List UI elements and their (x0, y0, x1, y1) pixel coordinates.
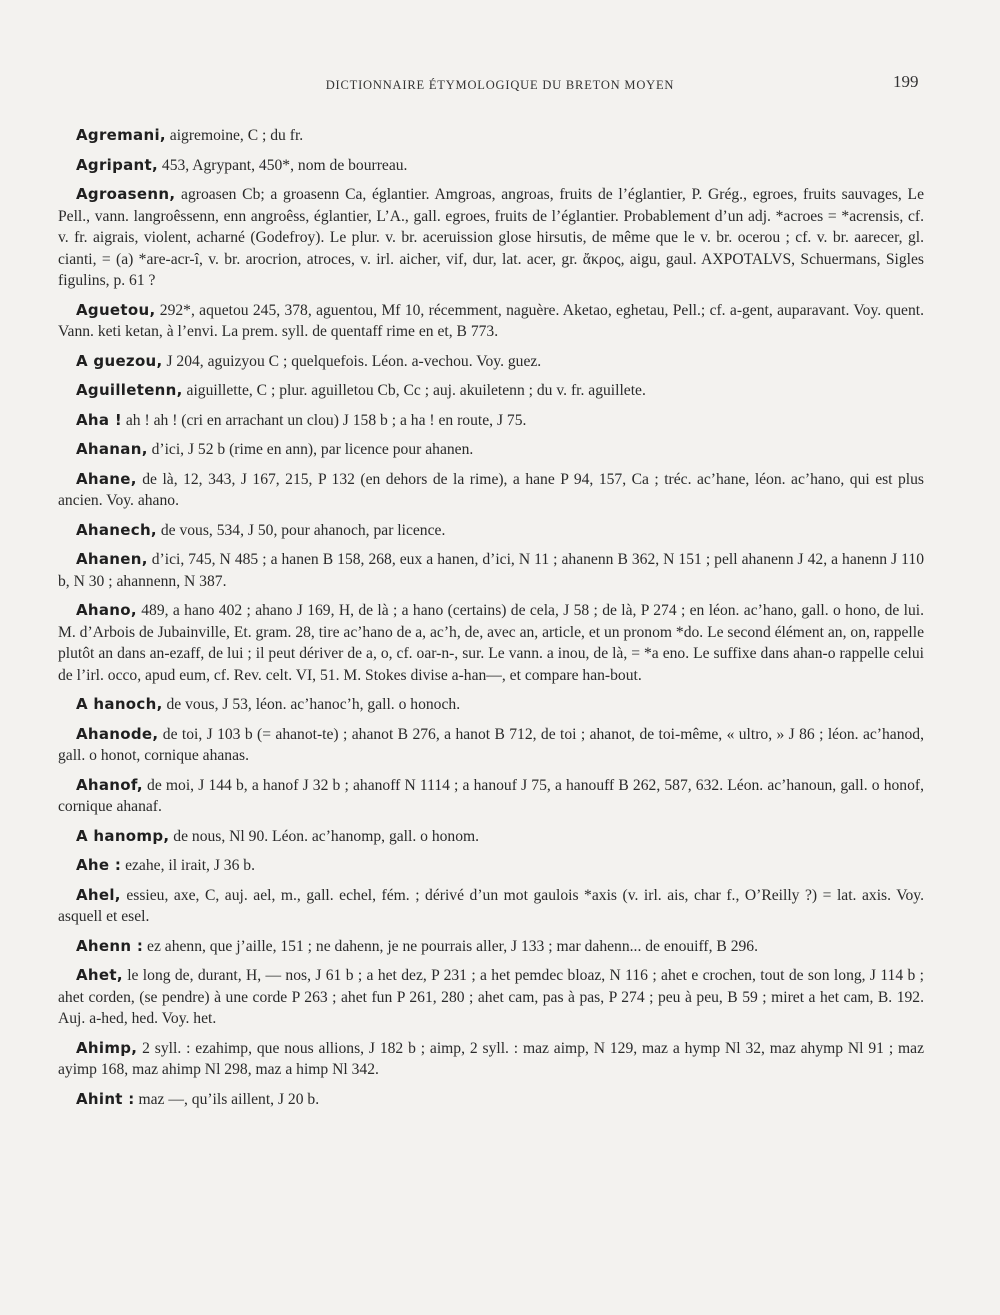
entry-headword: Ahanan, (76, 440, 148, 458)
dictionary-entry (58, 724, 924, 767)
dictionary-entry (58, 300, 924, 343)
entry-headword: Aguetou, (76, 300, 156, 319)
dictionary-entry (58, 855, 924, 877)
entry-headword: Ahanode, (76, 724, 159, 743)
dictionary-entry (58, 885, 924, 928)
entry-text: de moi, J 144 b, a hanof J 32 b ; ahanoff N 1114 ; a hanouf J 75, a hanouff B 262, 587, 632. Léon. ac’hanoun, gall. o honof, cornique ahanaf. (58, 776, 924, 815)
entry-text: essieu, axe, C, auj. ael, m., gall. echel, fém. ; dérivé d’un mot gaulois *axis (v. irl. ais, char f., O’Reilly ?) = lat. axis. Voy. asquell et esel. (58, 886, 924, 925)
dictionary-entry (58, 694, 924, 716)
dictionary-entry (58, 1038, 924, 1081)
entry-headword: Ahimp, (76, 1038, 138, 1057)
entry-headword: Ahanof, (76, 775, 143, 794)
entry-text: 489, a hano 402 ; ahano J 169, H, de là ; a hano (certains) de cela, J 58 ; de là, P 274 ; en léon. ac’hano, gall. o hono, de lui. M. d’Arbois de Jubainville, Et. gram. 28, tire ac’hano de a, ac’h, de, avec an, article, et un pronom *do. Le second élément an, on, rappelle plutôt an dans an-ezaff, de lui ; il peut dériver de a, o, cf. oar-n-, sur. Le vann. a inou, de là, = *a eno. Le suffixe dans ahan-o rappelle celui de l’irl. occo, apud eum, cf. Rev. celt. VI, 51. M. Stokes divise a-han—, et compare han-bout. (58, 602, 925, 684)
entry-text: de vous, J 53, léon. ac’hanoc’h, gall. o honoch. (162, 696, 461, 713)
entry-text: J 204, aguizyou C ; quelquefois. Léon. a-vechou. Voy. guez. (162, 352, 542, 370)
entry-text: aiguillette, C ; plur. aguilletou Cb, Cc ; auj. akuiletenn ; du v. fr. aguillete. (182, 382, 646, 399)
entry-headword: Ahe : (76, 856, 122, 874)
entry-text: de nous, Nl 90. Léon. ac’hanomp, gall. o honom. (169, 827, 480, 845)
page-number: 199 (893, 72, 919, 91)
dictionary-entry (58, 520, 924, 542)
entry-headword: Agremani, (76, 126, 166, 144)
dictionary-entry (58, 439, 924, 461)
entry-text: maz —, qu’ils aillent, J 20 b. (134, 1090, 320, 1108)
entry-text: agroasen Cb; a groasenn Ca, églantier. Amgroas, angroas, fruits de l’églantier, P. Grég., egroes, fruits sauvages, Le Pell., vann. langroêssenn, enn angroêss, églantier, L’A., gall. egroes, fruits de l’églantier. Probablement d’un adj. *acroes = *acrensis, cf. v. fr. aigrais, violent, acharné (Godefroy). Le plur. v. br. aceruission glose hirsutis, de même que le v. br. ocerou ; cf. v. br. aarecer, gl. cianti, = (a) *are-acr-î, v. br. arocrion, atroces, v. irl. aicher, vif, dur, lat. acer, gr. ἄκρος, aigu, gaul. AXPOTALVS, Schuermans, Sigles figulins, p. 61 ? (58, 186, 924, 289)
entry-headword: Ahanech, (76, 520, 157, 539)
entry-headword: Ahane, (76, 469, 137, 488)
entry-headword: Ahint : (76, 1089, 135, 1108)
entry-headword: Agripant, (76, 155, 158, 174)
entry-headword: A hanomp, (76, 826, 170, 845)
entry-text: d’ici, 745, N 485 ; a hanen B 158, 268, eux a hanen, d’ici, N 11 ; ahanenn B 362, N 151 ; pell ahanenn J 42, a hanenn J 110 b, N 30 ; ahannenn, N 387. (58, 551, 924, 590)
dictionary-entry (58, 184, 924, 292)
dictionary-entry (58, 775, 924, 818)
dictionary-entry (58, 600, 924, 686)
dictionary-entry (58, 410, 924, 432)
entry-text: le long de, durant, H, — nos, J 61 b ; a het dez, P 231 ; a het pemdec bloaz, N 116 ; ahet e crochen, tout de son long, J 114 b ; ahet corden, (se pendre) à une corde P 263 ; ahet fun P 261, 280 ; ahet cam, pas à pas, P 274 ; peu à peu, B 59 ; miret a het cam, B. 192. Auj. a-hed, hed. Voy. het. (58, 967, 924, 1027)
entry-text: de là, 12, 343, J 167, 215, P 132 (en dehors de la rime), a hane P 94, 157, Ca ; tréc. ac’hane, léon. ac’hano, qui est plus ancien. Voy. ahano. (58, 470, 924, 509)
entry-headword: Ahenn : (76, 936, 144, 955)
entry-text: de toi, J 103 b (= ahanot-te) ; ahanot B 276, a hanot B 712, de toi ; ahanot, de toi-même, « ultro, » J 86 ; léon. ac’hanod, gall. o honot, cornique ahanas. (58, 725, 924, 764)
dictionary-entry (58, 125, 924, 147)
entry-headword: Ahanen, (76, 550, 148, 568)
dictionary-entry (58, 155, 924, 177)
running-title: DICTIONNAIRE ÉTYMOLOGIQUE DU BRETON MOYEN (325, 78, 675, 92)
entry-headword: A hanoch, (76, 695, 163, 713)
dictionary-entry (58, 469, 924, 512)
dictionary-entry (58, 1089, 924, 1111)
entry-headword: Ahet, (76, 966, 123, 984)
dictionary-entry (58, 936, 924, 958)
entry-headword: Ahano, (76, 601, 137, 619)
dictionary-entry (58, 351, 924, 373)
entry-text: 453, Agrypant, 450*, nom de bourreau. (158, 156, 408, 174)
entry-headword: A guezou, (76, 351, 163, 370)
dictionary-entry (58, 965, 924, 1030)
dictionary-entry (58, 380, 924, 402)
entry-text: aigremoine, C ; du fr. (165, 127, 304, 144)
entry-headword: Ahel, (76, 885, 121, 904)
entry-text: 2 syll. : ezahimp, que nous allions, J 182 b ; aimp, 2 syll. : maz aimp, N 129, maz a hymp Nl 32, maz ahymp Nl 91 ; maz ayimp 168, maz ahimp Nl 298, maz a himp Nl 342. (58, 1039, 924, 1078)
entry-text: ah ! ah ! (cri en arrachant un clou) J 158 b ; a ha ! en route, J 75. (121, 411, 527, 429)
entry-headword: Aguilletenn, (76, 381, 183, 399)
entry-text: ez ahenn, que j’aille, 151 ; ne dahenn, je ne pourrais aller, J 133 ; mar dahenn... de enouiff, B 296. (143, 937, 758, 955)
entry-headword: Agroasenn, (76, 185, 176, 203)
entry-text: ezahe, il irait, J 36 b. (121, 857, 255, 874)
entry-text: 292*, aquetou 245, 378, aguentou, Mf 10, récemment, naguère. Aketao, eghetau, Pell.; cf. a-gent, auparavant. Voy. quent. Vann. keti ketan, à l’envi. La prem. syll. de quentaff rime en et, B 773. (58, 301, 924, 340)
entry-text: d’ici, J 52 b (rime en ann), par licence pour ahanen. (147, 441, 474, 458)
dictionary-entry (58, 549, 924, 592)
entry-text: de vous, 534, J 50, pour ahanoch, par licence. (156, 521, 446, 539)
dictionary-entry (58, 826, 924, 848)
entry-headword: Aha ! (76, 410, 122, 429)
dictionary-entries (58, 125, 924, 1118)
